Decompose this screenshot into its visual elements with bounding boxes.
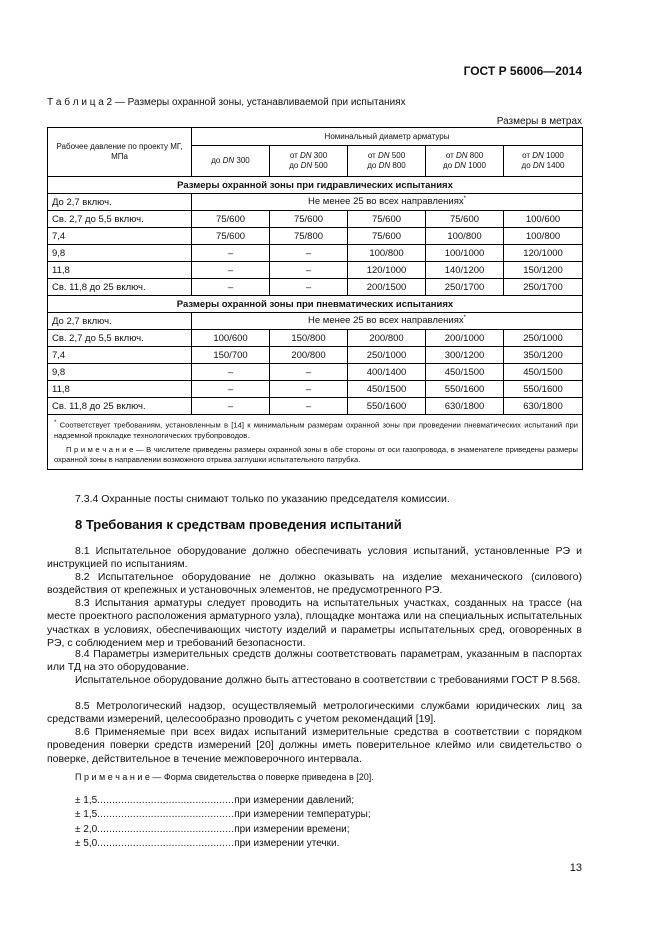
paragraph-7-3-4: 7.3.4 Охранные посты снимают только по указанию председателя комиссии. [75,493,450,505]
pneumatic-row [48,330,583,347]
pressure-cell: 9,8 [48,364,192,381]
value-cell: 350/1200 [504,347,583,364]
header-diameter: Номинальный диаметр арматуры [192,128,583,146]
hydraulic-row [48,262,583,279]
table-caption: Т а б л и ц а 2 — Размеры охранной зоны, устанавливаемой при испытаниях [47,97,406,108]
value-cell: 630/1800 [426,398,504,415]
pressure-cell: Св. 2,7 до 5,5 включ. [48,330,192,347]
verification-note: П р и м е ч а н и е — Форма свидетельства о поверке приведена в [20]. [75,772,374,782]
value-cell: 75/600 [348,228,426,245]
value-cell: 100/600 [504,211,583,228]
value-cell: 150/700 [192,347,270,364]
value-cell: – [192,364,270,381]
value-cell: 100/800 [504,228,583,245]
pneumatic-section-title: Размеры охранной зоны при пневматических испытаниях [48,296,583,313]
value-cell: 300/1200 [426,347,504,364]
value-cell: – [270,262,348,279]
pressure-cell: Св. 11,8 до 25 включ. [48,279,192,296]
value-cell: 200/800 [348,330,426,347]
value-cell: 100/600 [192,330,270,347]
diameter-header-3: от DN 800 до DN 1000 [426,146,504,177]
value-cell: 400/1400 [348,364,426,381]
pneumatic-first-label: До 2,7 включ. [48,313,192,330]
value-cell: 75/800 [270,228,348,245]
value-cell: – [270,381,348,398]
pressure-cell: 11,8 [48,381,192,398]
pneumatic-row [48,398,583,415]
pneumatic-first-value: Не менее 25 во всех направлениях* [192,313,583,330]
value-cell: 250/1000 [504,330,583,347]
value-cell: – [192,398,270,415]
diameter-header-1: от DN 300 до DN 500 [270,146,348,177]
pressure-cell: Св. 2,7 до 5,5 включ. [48,211,192,228]
header-pressure: Рабочее давление по проекту МГ, МПа [48,128,192,177]
pressure-cell: 7,4 [48,347,192,364]
pneumatic-row [48,381,583,398]
value-cell: 75/600 [192,228,270,245]
value-cell: 120/1000 [504,245,583,262]
pressure-cell: 11,8 [48,262,192,279]
value-cell: 150/800 [270,330,348,347]
paragraph-8-6: 8.6 Применяемые при всех видах испытаний измерительные средства в соответствии с порядком проведения поверки средств измерений [20] должны иметь поверительное клеймо или свидетельство о поверке, действительное в течение межповерочного интервала. [47,726,582,765]
value-cell: 200/1500 [348,279,426,296]
pressure-cell: 9,8 [48,245,192,262]
value-cell: – [192,262,270,279]
diameter-header-4: от DN 1000 до DN 1400 [504,146,583,177]
paragraph-8-4-b: Испытательное оборудование должно быть аттестовано в соответствии с требованиями ГОСТ Р 8.568. [75,674,581,686]
table-units: Размеры в метрах [496,116,582,127]
value-cell: 150/1200 [504,262,583,279]
hydraulic-rows [48,211,583,296]
value-cell: 450/1500 [348,381,426,398]
value-cell: – [192,381,270,398]
value-cell: 75/600 [348,211,426,228]
pneumatic-row [48,364,583,381]
protection-zone-table [47,127,583,470]
pneumatic-rows [48,330,583,415]
value-cell: 450/1500 [504,364,583,381]
accuracy-list [75,794,371,851]
hydraulic-section-title: Размеры охранной зоны при гидравлических испытаниях [48,177,583,194]
value-cell: 200/1000 [426,330,504,347]
paragraph-8-3: 8.3 Испытания арматуры следует проводить на испытательных участках, созданных на трассе (на месте проектного расположения арматурного узла), площадке монтажа или на специальных испытательных участках в условиях, обеспечивающих чистоту изделий и параметры испытательных сред, оговоренных в РЭ, с соблюдением мер и требований безопасности. [47,597,582,649]
hydraulic-row [48,228,583,245]
hydraulic-row [48,279,583,296]
pneumatic-row [48,347,583,364]
paragraph-8-4: 8.4 Параметры измерительных средств должны соответствовать параметрам, указанным в паспортах или ТД на это оборудование. [47,648,582,674]
page-number: 13 [569,862,582,874]
paragraph-8-2: 8.2 Испытательное оборудование не должно оказывать на изделие механического (силового) воздействия от крепежных и установочных элементов, не предусмотренного РЭ. [47,571,582,597]
accuracy-item: ± 1,5..............................................при измерении температуры; [75,809,371,821]
value-cell: 450/1500 [426,364,504,381]
value-cell: 550/1600 [504,381,583,398]
table-footnote: * Соответствует требованиям, установленным в [14] к минимальным размерам охранной зоны при проведении пневматических испытаний при надземной прокладке технологических трубопроводов. [54,420,578,440]
value-cell: – [270,364,348,381]
value-cell: – [192,245,270,262]
value-cell: 250/1000 [348,347,426,364]
section-title: 8 Требования к средствам проведения испытаний [75,517,402,532]
hydraulic-row [48,211,583,228]
hydraulic-row [48,245,583,262]
paragraph-8-1: 8.1 Испытательное оборудование должно обеспечивать условия испытаний, установленные РЭ и инструкцией по испытаниям. [47,545,582,571]
value-cell: 550/1600 [426,381,504,398]
pressure-cell: Св. 11,8 до 25 включ. [48,398,192,415]
value-cell: 75/600 [270,211,348,228]
diameter-header-0: до DN 300 [192,146,270,177]
value-cell: 75/600 [426,211,504,228]
table-notes [48,415,583,470]
value-cell: 250/1700 [504,279,583,296]
accuracy-item: ± 5,0..............................................при измерении утечки. [75,837,340,849]
value-cell: – [192,279,270,296]
pressure-cell: 7,4 [48,228,192,245]
value-cell: 120/1000 [348,262,426,279]
value-cell: 250/1700 [426,279,504,296]
diameter-header-2: от DN 500 до DN 800 [348,146,426,177]
hydraulic-first-label: До 2,7 включ. [48,194,192,211]
paragraph-8-5: 8.5 Метрологический надзор, осуществляемый метрологическими службами юридических лиц за средствами измерений, целесообразно проводить с учетом рекомендаций [19]. [47,700,582,726]
value-cell: 100/800 [426,228,504,245]
hydraulic-first-value: Не менее 25 во всех направлениях* [192,194,583,211]
value-cell: 75/600 [192,211,270,228]
value-cell: 140/1200 [426,262,504,279]
value-cell: 100/800 [348,245,426,262]
value-cell: – [270,279,348,296]
table-note: П р и м е ч а н и е — В числителе приведены размеры охранной зоны в обе стороны от оси газопровода, в знаменателе приведены размеры охранной зоны в направлении возможного отрыва заглушки испытательного патрубка. [54,444,578,464]
value-cell: – [270,245,348,262]
value-cell: 550/1600 [348,398,426,415]
value-cell: 200/800 [270,347,348,364]
accuracy-item: ± 2,0..............................................при измерении времени; [75,823,350,835]
accuracy-item: ± 1,5..............................................при измерении давлений; [75,795,355,806]
value-cell: – [270,398,348,415]
value-cell: 100/1000 [426,245,504,262]
document-header: ГОСТ Р 56006—2014 [463,64,582,78]
value-cell: 630/1800 [504,398,583,415]
